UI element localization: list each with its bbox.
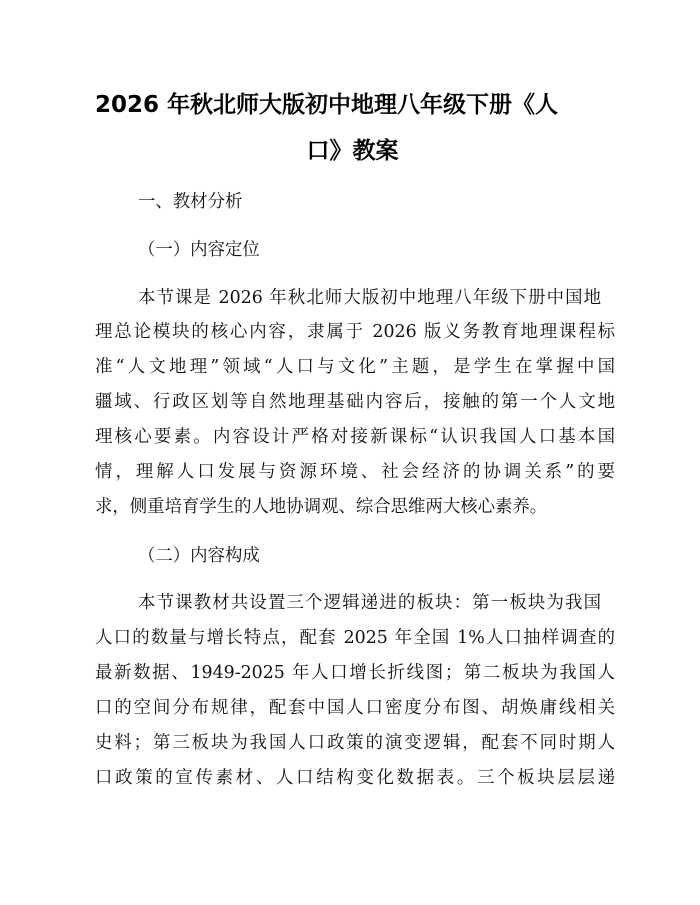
paragraph-2-line-4: 口的空间分布规律，配套中国人口密度分布图、胡焕庸线相关: [95, 698, 615, 718]
section-heading-textbook-analysis: 一、教材分析: [138, 192, 243, 212]
paragraph-1-line-7: 求，侧重培育学生的人地协调观、综合思维两大核心素养。: [95, 497, 548, 517]
paragraph-2-line-2: 人口的数量与增长特点，配套 2025 年全国 1%人口抽样调查的: [95, 628, 615, 648]
paragraph-2-line-5: 史料；第三板块为我国人口政策的演变逻辑，配套不同时期人: [95, 733, 615, 753]
paragraph-1-line-6: 情，理解人口发展与资源环境、社会经济的协调关系”的要: [95, 462, 615, 482]
paragraph-2-line-6: 口政策的宣传素材、人口结构变化数据表。三个板块层层递: [95, 768, 615, 788]
document-title-line-2: 口》教案: [306, 138, 399, 164]
subsection-heading-content-composition: （二）内容构成: [138, 546, 260, 566]
paragraph-1-line-2: 理总论模块的核心内容，隶属于 2026 版义务教育地理课程标: [95, 322, 615, 342]
paragraph-1-line-5: 理核心要素。内容设计严格对接新课标“认识我国人口基本国: [95, 427, 615, 447]
paragraph-1-line-3: 准“人文地理”领域“人口与文化”主题，是学生在掌握中国: [95, 357, 615, 377]
paragraph-2-line-3: 最新数据、1949-2025 年人口增长折线图；第二板块为我国人: [95, 663, 615, 683]
paragraph-1-line-1: 本节课是 2026 年秋北师大版初中地理八年级下册中国地: [138, 288, 601, 308]
paragraph-1-line-4: 疆域、行政区划等自然地理基础内容后，接触的第一个人文地: [95, 392, 615, 412]
subsection-heading-content-positioning: （一）内容定位: [138, 240, 260, 260]
document-title-line-1: 2026 年秋北师大版初中地理八年级下册《人: [95, 92, 559, 118]
paragraph-2-line-1: 本节课教材共设置三个逻辑递进的板块：第一板块为我国: [138, 593, 601, 613]
